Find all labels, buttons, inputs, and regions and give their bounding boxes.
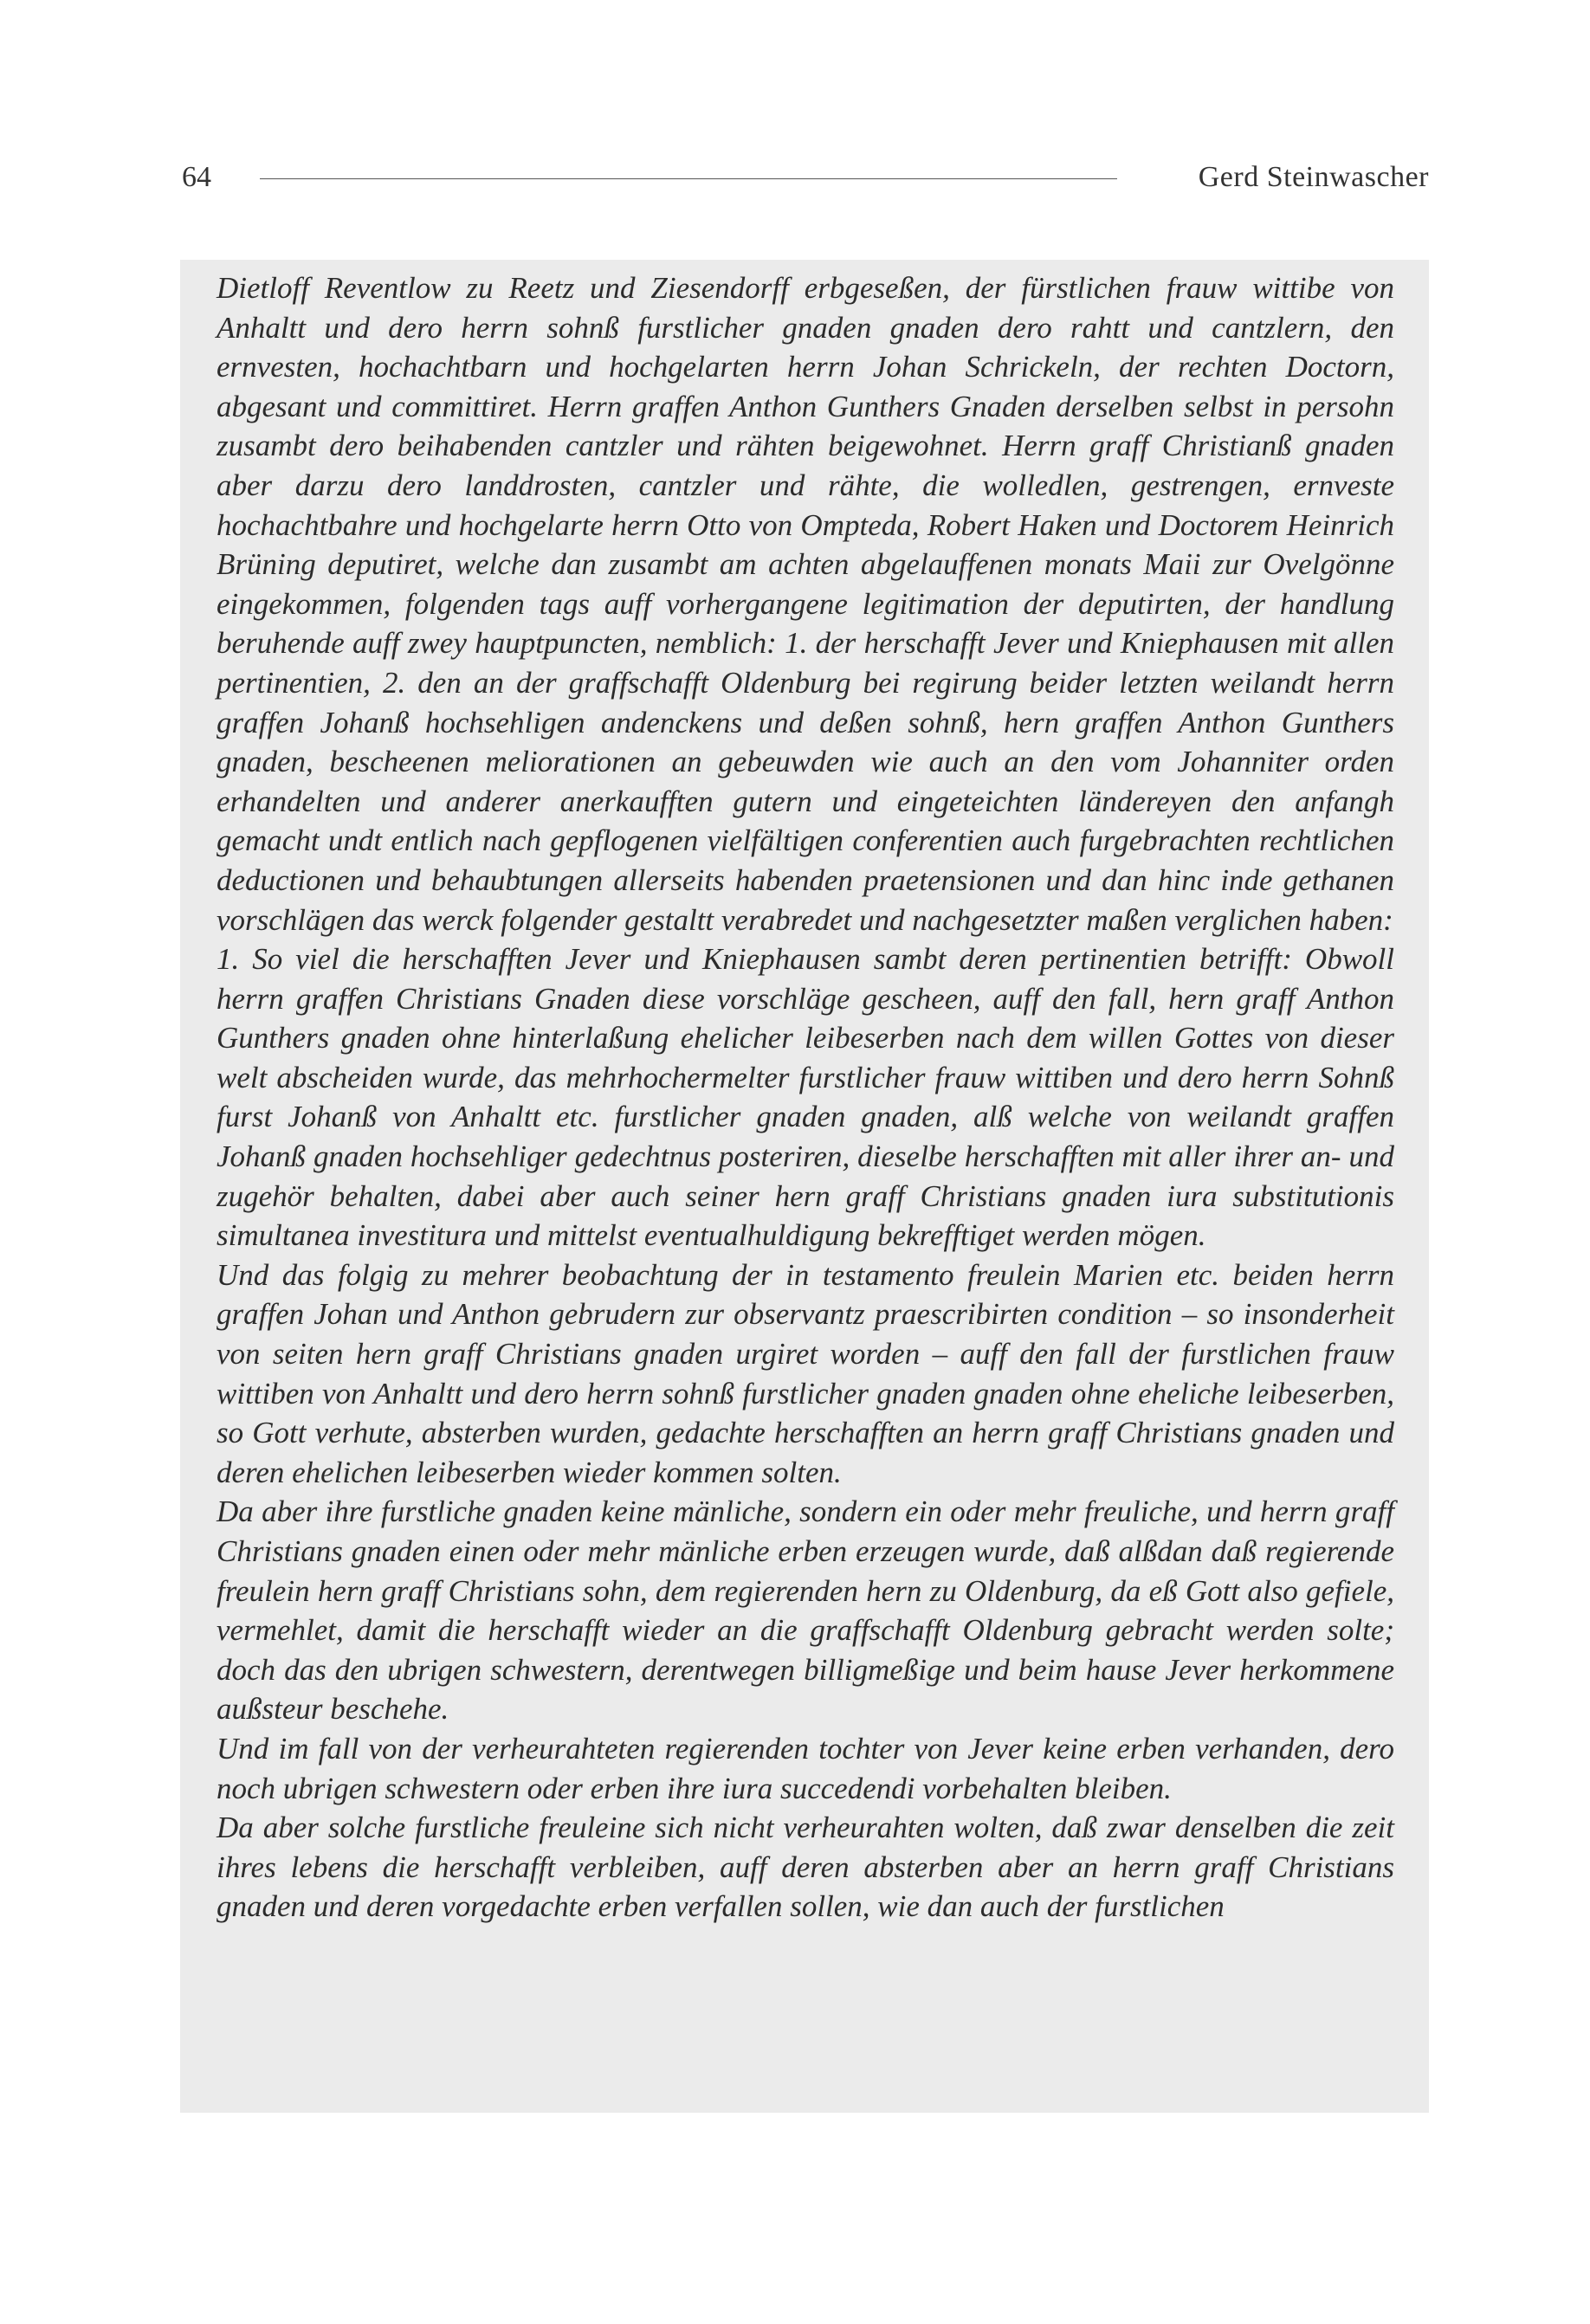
- header-rule: [260, 178, 1117, 179]
- quoted-document-text: [217, 268, 1394, 1927]
- quoted-document-block: [180, 260, 1429, 2113]
- paragraph: Da aber solche furstliche freuleine sich nicht verheurahten wolten, daß zwar denselben die zeit ihres lebens die herschafft verbleiben, auff deren absterben aber an herrn graff Christians gnaden und deren vorgedachte erben verfallen sollen, wie dan auch der furstlichen: [217, 1811, 1394, 1924]
- paragraph: Dietloff Reventlow zu Reetz und Ziesendorff erbgeseßen, der fürstlichen frauw wittibe von Anhaltt und dero herrn sohnß furstlicher gnaden gnaden dero rahtt und cantzlern, den ernvesten, hochachtbarn und hochgelarten herrn Johan Schrickeln, der rechten Doctorn, abgesant und committiret. Herrn graffen Anthon Gunthers Gnaden derselben selbst in persohn zusambt dero beihabenden cantzler und rähten beigewohnet. Herrn graff Christianß gnaden aber darzu dero landdrosten, cantzler und rähte, die wolledlen, gestrengen, ernveste hochachtbahre und hochgelarte herrn Otto von Ompteda, Robert Haken und Doctorem Heinrich Brüning deputiret, welche dan zusambt am achten abgelauffenen monats Maii zur Ovelgönne eingekommen, folgenden tags auff vorhergangene legitimation der deputirten, der handlung beruhende auff zwey hauptpuncten, nemblich: 1. der herschafft Jever und Kniephausen mit allen pertinentien, 2. den an der graffschafft Oldenburg bei regirung beider letzten weilandt herrn graffen Johanß hochsehligen andenckens und deßen sohnß, hern graffen Anthon Gunthers gnaden, bescheenen meliorationen an gebeuwden wie auch an den vom Johanniter orden erhandelten und anderer anerkaufften gutern und eingeteichten ländereyen den anfangh gemacht undt entlich nach gepflogenen vielfältigen conferentien auch furgebrachten rechtlichen deductionen und behaubtungen allerseits habenden praetensionen und dan hinc inde gethanen vorschlägen das werck folgender gestaltt verabredet und nachgesetzter maßen verglichen haben:: [217, 271, 1394, 937]
- running-head-author: Gerd Steinwascher: [1198, 161, 1429, 193]
- paragraph: Und im fall von der verheurahteten regierenden tochter von Jever keine erben verhanden, dero noch ubrigen schwestern oder erben ihre iura succedendi vorbehalten bleiben.: [217, 1731, 1394, 1805]
- paragraph: Und das folgig zu mehrer beobachtung der in testamento freulein Marien etc. beiden herrn graffen Johan und Anthon gebrudern zur observantz praescribirten condition – so insonderheit von seiten hern graff Christians gnaden urgiret worden – auff den fall der furstlichen frauw wittiben von Anhaltt und dero herrn sohnß furstlicher gnaden gnaden ohne eheliche leibeserben, so Gott verhute, absterben wurden, gedachte herschafften an herrn graff Christians gnaden und deren ehelichen leibeserben wieder kommen solten.: [217, 1257, 1394, 1489]
- page-number: 64: [182, 161, 211, 193]
- paragraph: 1. So viel die herschafften Jever und Kniephausen sambt deren pertinentien betrifft: Obwoll herrn graffen Christians Gnaden diese vorschläge gescheen, auff den fall, hern graff Anthon Gunthers gnaden ohne hinterlaßung ehelicher leibeserben nach dem willen Gottes von dieser welt abscheiden wurde, das mehrhochermelter furstlicher frauw wittiben und dero herrn Sohnß furst Johanß von Anhaltt etc. furstlicher gnaden gnaden, alß welche von weilandt graffen Johanß gnaden hochsehliger gedechtnus posteriren, dieselbe herschafften mit aller ihrer an- und zugehör behalten, dabei aber auch seiner hern graff Christians gnaden iura substitutionis simultanea investitura und mittelst eventualhuldigung bekrefftiget werden mögen.: [217, 942, 1394, 1253]
- running-head: [182, 156, 1429, 199]
- paragraph: Da aber ihre furstliche gnaden keine mänliche, sondern ein oder mehr freuliche, und herrn graff Christians gnaden einen oder mehr mänliche erben erzeugen wurde, daß alßdan daß regierende freulein hern graff Christians sohn, dem regierenden hern zu Oldenburg, da eß Gott also gefiele, vermehlet, damit die herschafft wieder an die graffschafft Oldenburg gebracht werden solte; doch das den ubrigen schwestern, derentwegen billigmeßige und beim hause Jever herkommene außsteur beschehe.: [217, 1494, 1394, 1727]
